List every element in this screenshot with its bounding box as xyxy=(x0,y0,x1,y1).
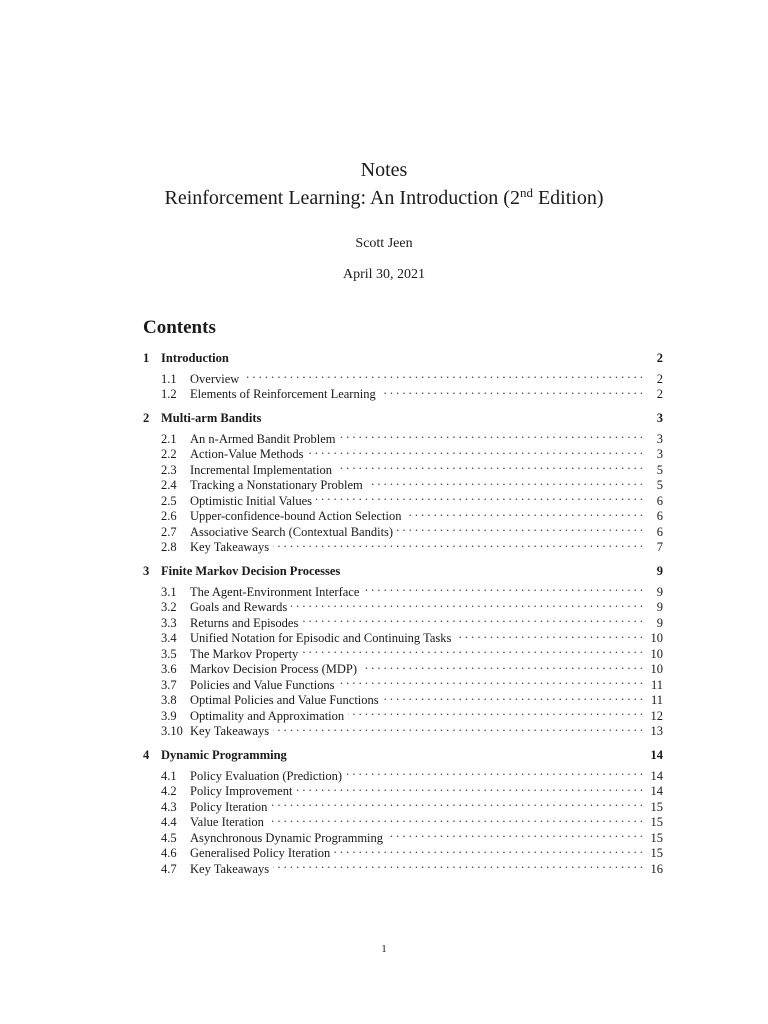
toc-section-title: Introduction xyxy=(161,351,229,365)
toc-subsection-page: 6 xyxy=(656,524,663,539)
toc-subsection-page: 15 xyxy=(650,846,663,860)
toc-subsection-number: 2.4 xyxy=(161,478,177,492)
toc-subsection-number: 2.2 xyxy=(161,447,177,461)
toc-subsection-title: Upper-confidence-bound Action Selection xyxy=(190,509,402,523)
toc-subsection-page: 9 xyxy=(656,615,663,630)
toc-section-entry[interactable] xyxy=(143,747,663,764)
toc-subsection-number: 3.6 xyxy=(161,662,177,676)
toc-section-number: 1 xyxy=(143,351,150,365)
author: Scott Jeen xyxy=(355,236,413,251)
document-title xyxy=(0,156,768,212)
toc-dot-leader xyxy=(339,673,643,689)
toc-subsection-number: 4.6 xyxy=(161,846,177,860)
toc-subsection-entry[interactable] xyxy=(143,367,663,386)
toc-section-page: 2 xyxy=(656,351,663,365)
toc-dot-leader xyxy=(397,520,643,536)
toc-section xyxy=(143,563,663,738)
toc-subsection-page: 3 xyxy=(656,447,663,461)
toc-subsection-title: Optimal Policies and Value Functions xyxy=(190,693,379,707)
toc-dot-leader xyxy=(383,689,643,705)
toc-subsection-number: 2.8 xyxy=(161,540,177,554)
toc-subsection-title: Action-Value Methods xyxy=(190,447,304,461)
toc-subsection-page: 2 xyxy=(656,371,663,386)
date: April 30, 2021 xyxy=(342,267,426,282)
toc-dot-leader xyxy=(361,658,643,674)
toc-subsection-number: 3.8 xyxy=(161,693,177,707)
title-book-end: Edition) xyxy=(532,187,604,209)
toc-dot-leader xyxy=(334,842,643,858)
toc-subsection-number: 3.9 xyxy=(161,708,177,723)
toc-subsection-title: Asynchronous Dynamic Programming xyxy=(190,830,384,845)
toc-section-title: Finite Markov Decision Processes xyxy=(161,564,341,578)
title-book-main: Reinforcement Learning: An Introduction (2 xyxy=(164,187,520,209)
toc-section-number: 4 xyxy=(143,748,150,762)
toc-section xyxy=(143,350,663,401)
toc-subsection-title: Goals and Rewards xyxy=(190,600,288,614)
toc-subsection-number: 2.3 xyxy=(161,462,177,477)
toc-subsection-number: 4.2 xyxy=(161,784,177,798)
toc-dot-leader xyxy=(308,443,643,459)
toc-subsection-number: 3.2 xyxy=(161,600,177,614)
title-superscript: nd xyxy=(519,185,533,200)
toc-subsection-title: Associative Search (Contextual Bandits) xyxy=(190,524,394,539)
toc-dot-leader xyxy=(363,580,643,596)
toc-subsection-number: 2.5 xyxy=(161,493,177,508)
toc-section-number: 3 xyxy=(143,564,150,578)
toc-section xyxy=(143,410,663,554)
toc-section-page: 9 xyxy=(656,564,663,578)
toc-subsection-page: 15 xyxy=(650,830,663,845)
toc-subsection-title: Generalised Policy Iteration xyxy=(190,846,331,860)
toc-subsection-title: Incremental Implementation xyxy=(190,462,332,477)
toc-dot-leader xyxy=(387,826,643,842)
toc-subsection-page: 9 xyxy=(656,600,663,614)
toc-subsection-page: 12 xyxy=(650,708,663,723)
toc-subsection-entry[interactable] xyxy=(143,427,663,446)
toc-subsection-title: Returns and Episodes xyxy=(190,615,299,630)
toc-subsection-number: 1.1 xyxy=(161,371,177,386)
toc-subsection-page: 13 xyxy=(650,724,663,738)
toc-dot-leader xyxy=(273,720,643,736)
page-number: 1 xyxy=(381,943,387,955)
toc-subsection-number: 3.10 xyxy=(161,724,183,738)
toc-subsection-title: Overview xyxy=(190,371,240,386)
toc-subsection-page: 15 xyxy=(650,815,663,829)
toc-subsection-page: 6 xyxy=(656,509,663,523)
toc-subsection-title: Policy Iteration xyxy=(190,799,268,814)
toc-subsection-page: 11 xyxy=(650,693,663,707)
toc-subsection-number: 3.7 xyxy=(161,677,177,692)
toc-subsection-title: Tracking a Nonstationary Problem xyxy=(190,478,363,492)
toc-dot-leader xyxy=(291,596,643,612)
toc-dot-leader xyxy=(243,367,643,383)
toc-dot-leader xyxy=(336,458,643,474)
toc-subsection-title: An n-Armed Bandit Problem xyxy=(190,431,336,446)
toc-dot-leader xyxy=(302,642,643,658)
toc-subsection-number: 2.1 xyxy=(161,431,177,446)
toc-subsection-entry[interactable] xyxy=(143,764,663,783)
title-book xyxy=(0,184,768,212)
toc-subsection-page: 14 xyxy=(650,768,663,783)
toc-dot-leader xyxy=(406,505,644,521)
toc-subsection-number: 2.6 xyxy=(161,509,177,523)
toc-subsection-title: Policies and Value Functions xyxy=(190,677,335,692)
toc-section-title: Dynamic Programming xyxy=(161,748,287,762)
toc-subsection-page: 10 xyxy=(650,631,663,645)
toc-subsection-title: The Agent-Environment Interface xyxy=(190,584,360,599)
toc-dot-leader xyxy=(271,795,643,811)
toc-subsection-number: 4.7 xyxy=(161,861,177,876)
toc-subsection-page: 7 xyxy=(656,540,663,554)
toc-subsection-page: 11 xyxy=(650,677,663,692)
toc-subsection-number: 4.4 xyxy=(161,815,177,829)
toc-subsection-page: 14 xyxy=(650,784,663,798)
toc-subsection-title: Markov Decision Process (MDP) xyxy=(190,662,357,676)
toc-subsection-page: 10 xyxy=(650,646,663,661)
toc-section-page: 14 xyxy=(650,748,663,762)
toc-subsection-number: 4.1 xyxy=(161,768,177,783)
toc-dot-leader xyxy=(302,611,643,627)
toc-subsection-number: 4.3 xyxy=(161,799,177,814)
toc-dot-leader xyxy=(268,811,643,827)
toc-subsection-page: 3 xyxy=(656,431,663,446)
toc-dot-leader xyxy=(296,780,643,796)
toc-subsection-page: 16 xyxy=(650,861,663,876)
toc-subsection-page: 15 xyxy=(650,799,663,814)
title-notes: Notes xyxy=(360,159,408,181)
toc-subsection-title: Key Takeaways xyxy=(190,724,270,738)
toc-section-number: 2 xyxy=(143,411,150,425)
toc-subsection-number: 3.5 xyxy=(161,646,177,661)
toc-subsection-number: 1.2 xyxy=(161,387,177,401)
toc-dot-leader xyxy=(273,536,643,552)
toc-subsection-title: Policy Evaluation (Prediction) xyxy=(190,768,343,783)
toc-subsection-title: Key Takeaways xyxy=(190,861,270,876)
toc-section xyxy=(143,747,663,876)
toc-subsection-page: 10 xyxy=(650,662,663,676)
toc-section-page: 3 xyxy=(656,411,663,425)
toc-dot-leader xyxy=(346,764,643,780)
toc-subsection-title: Optimality and Approximation xyxy=(190,708,345,723)
toc-subsection-title: Unified Notation for Episodic and Continuing Tasks xyxy=(190,631,452,645)
toc-dot-leader xyxy=(367,474,643,490)
toc-subsection-number: 3.4 xyxy=(161,631,177,645)
contents-heading: Contents xyxy=(143,317,216,338)
toc-dot-leader xyxy=(348,704,643,720)
toc-subsection-number: 3.3 xyxy=(161,615,177,630)
toc-subsection-page: 2 xyxy=(656,387,663,401)
toc-subsection-title: Key Takeaways xyxy=(190,540,270,554)
toc-subsection-page: 5 xyxy=(656,462,663,477)
toc-subsection-number: 4.5 xyxy=(161,830,177,845)
toc-subsection-page: 9 xyxy=(656,584,663,599)
toc-subsection-title: Value Iteration xyxy=(190,815,264,829)
toc-section-title: Multi-arm Bandits xyxy=(161,411,262,425)
toc-section-entry[interactable] xyxy=(143,350,663,367)
toc-dot-leader xyxy=(455,627,643,643)
toc-subsection-title: Policy Improvement xyxy=(190,784,293,798)
toc-dot-leader xyxy=(339,427,643,443)
toc-subsection-title: Optimistic Initial Values xyxy=(190,493,312,508)
toc-subsection-entry[interactable] xyxy=(143,580,663,599)
toc-subsection-page: 6 xyxy=(656,493,663,508)
toc-section-entry[interactable] xyxy=(143,563,663,580)
table-of-contents xyxy=(143,350,663,885)
toc-dot-leader xyxy=(316,489,643,505)
toc-dot-leader xyxy=(380,383,643,399)
toc-subsection-page: 5 xyxy=(656,478,663,492)
toc-dot-leader xyxy=(273,857,643,873)
toc-subsection-number: 2.7 xyxy=(161,524,177,539)
toc-subsection-title: The Markov Property xyxy=(190,646,299,661)
toc-section-entry[interactable] xyxy=(143,410,663,427)
toc-subsection-title: Elements of Reinforcement Learning xyxy=(190,387,376,401)
toc-subsection-number: 3.1 xyxy=(161,584,177,599)
